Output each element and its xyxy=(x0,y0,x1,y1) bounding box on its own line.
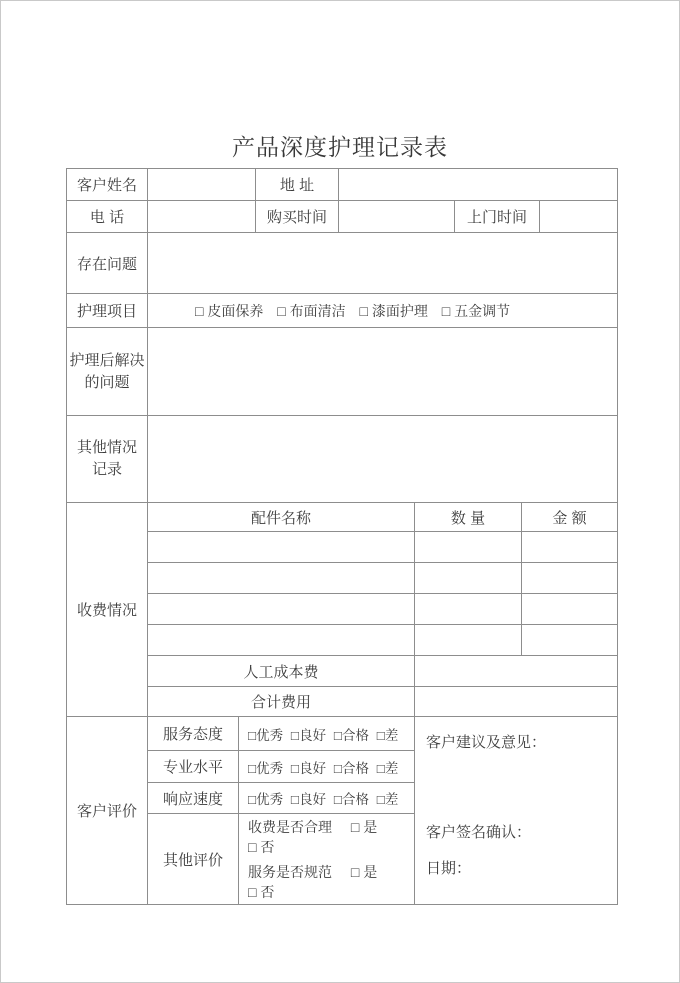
customer-name-input[interactable] xyxy=(148,169,256,201)
phone-input[interactable] xyxy=(148,201,256,233)
other-notes-label-line1: 其他情况 xyxy=(76,439,137,456)
checkbox-fee-no[interactable]: □ 否 xyxy=(248,838,275,855)
purchase-time-input[interactable] xyxy=(339,201,455,233)
criteria-response-label: 响应速度 xyxy=(148,783,239,814)
checkbox-hardware-adjust[interactable]: □ 五金调节 xyxy=(441,302,511,319)
problems-solved-label-line1: 护理后解决 xyxy=(69,351,145,369)
suggestions-signature-cell xyxy=(415,717,618,905)
charges-col-part-name: 配件名称 xyxy=(148,503,415,532)
header-info-table xyxy=(66,168,618,233)
visit-time-label: 上门时间 xyxy=(455,201,540,233)
checkbox-attitude-pass[interactable]: □合格 xyxy=(333,727,369,743)
charges-table xyxy=(66,502,618,717)
checkbox-professional-excellent[interactable]: □优秀 xyxy=(248,760,284,776)
date-label: 日期： xyxy=(426,860,472,877)
criteria-professional-label: 专业水平 xyxy=(148,751,239,783)
checkbox-professional-good[interactable]: □良好 xyxy=(290,760,327,776)
care-items-label: 护理项目 xyxy=(67,294,148,328)
part-name-input-4[interactable] xyxy=(148,625,415,656)
problems-solved-label xyxy=(67,328,148,416)
amount-input-4[interactable] xyxy=(522,625,618,656)
suggestions-label: 客户建议及意见： xyxy=(426,734,547,751)
criteria-attitude-label: 服务态度 xyxy=(148,717,239,751)
customer-name-label: 客户姓名 xyxy=(67,169,148,201)
address-input[interactable] xyxy=(339,169,618,201)
attitude-ratings xyxy=(239,717,415,751)
amount-input-1[interactable] xyxy=(522,532,618,563)
professional-ratings xyxy=(239,751,415,783)
other-evaluation-label: 其他评价 xyxy=(148,814,239,905)
charges-col-amount: 金 额 xyxy=(522,503,618,532)
evaluation-section-label: 客户评价 xyxy=(67,717,148,905)
form-area xyxy=(66,168,617,905)
amount-input-3[interactable] xyxy=(522,594,618,625)
purchase-time-label: 购买时间 xyxy=(256,201,339,233)
checkbox-response-excellent[interactable]: □优秀 xyxy=(248,792,284,807)
part-name-input-1[interactable] xyxy=(148,532,415,563)
other-notes-label xyxy=(67,416,148,503)
amount-input-2[interactable] xyxy=(522,563,618,594)
quantity-input-2[interactable] xyxy=(415,563,522,594)
signature-label: 客户签名确认： xyxy=(426,824,532,841)
service-question-row xyxy=(248,862,414,902)
labor-cost-label: 人工成本费 xyxy=(148,656,415,687)
checkbox-professional-pass[interactable]: □合格 xyxy=(333,760,369,776)
address-label: 地 址 xyxy=(256,169,339,201)
care-items-options xyxy=(148,294,618,328)
visit-time-input[interactable] xyxy=(540,201,618,233)
existing-problems-input[interactable] xyxy=(148,233,618,294)
checkbox-paint-care[interactable]: □ 漆面护理 xyxy=(359,302,428,319)
problems-solved-input[interactable] xyxy=(148,328,618,416)
checkbox-fabric-clean[interactable]: □ 布面清洁 xyxy=(277,302,346,319)
other-notes-label-line2: 记录 xyxy=(91,461,122,478)
part-name-input-3[interactable] xyxy=(148,594,415,625)
phone-label: 电 话 xyxy=(67,201,148,233)
checkbox-service-yes[interactable]: □ 是 xyxy=(350,863,378,880)
fee-question-row xyxy=(248,817,414,857)
page-title: 产品深度护理记录表 xyxy=(232,134,448,160)
charges-section-label: 收费情况 xyxy=(67,503,148,717)
checkbox-response-poor[interactable]: □差 xyxy=(376,792,399,807)
part-name-input-2[interactable] xyxy=(148,563,415,594)
checkbox-professional-poor[interactable]: □差 xyxy=(376,760,399,776)
quantity-input-1[interactable] xyxy=(415,532,522,563)
evaluation-table xyxy=(66,716,618,905)
quantity-input-3[interactable] xyxy=(415,594,522,625)
problems-solved-label-line2: 的问题 xyxy=(84,373,130,391)
total-cost-input[interactable] xyxy=(415,687,618,717)
response-ratings xyxy=(239,783,415,814)
charges-col-quantity: 数 量 xyxy=(415,503,522,532)
checkbox-fee-yes[interactable]: □ 是 xyxy=(350,818,378,835)
labor-cost-input[interactable] xyxy=(415,656,618,687)
checkbox-response-pass[interactable]: □合格 xyxy=(333,792,369,807)
other-notes-input[interactable] xyxy=(148,416,618,503)
problems-table xyxy=(66,232,618,503)
checkbox-service-no[interactable]: □ 否 xyxy=(248,883,275,900)
checkbox-response-good[interactable]: □良好 xyxy=(290,792,327,807)
total-cost-label: 合计费用 xyxy=(148,687,415,717)
checkbox-attitude-good[interactable]: □良好 xyxy=(290,727,327,743)
service-question-label: 服务是否规范 xyxy=(248,863,332,880)
checkbox-attitude-excellent[interactable]: □优秀 xyxy=(248,727,284,743)
quantity-input-4[interactable] xyxy=(415,625,522,656)
fee-question-label: 收费是否合理 xyxy=(248,818,332,835)
other-evaluation-questions xyxy=(239,814,415,905)
checkbox-attitude-poor[interactable]: □差 xyxy=(376,727,399,743)
checkbox-leather-care[interactable]: □ 皮面保养 xyxy=(195,302,264,319)
existing-problems-label: 存在问题 xyxy=(67,233,148,294)
